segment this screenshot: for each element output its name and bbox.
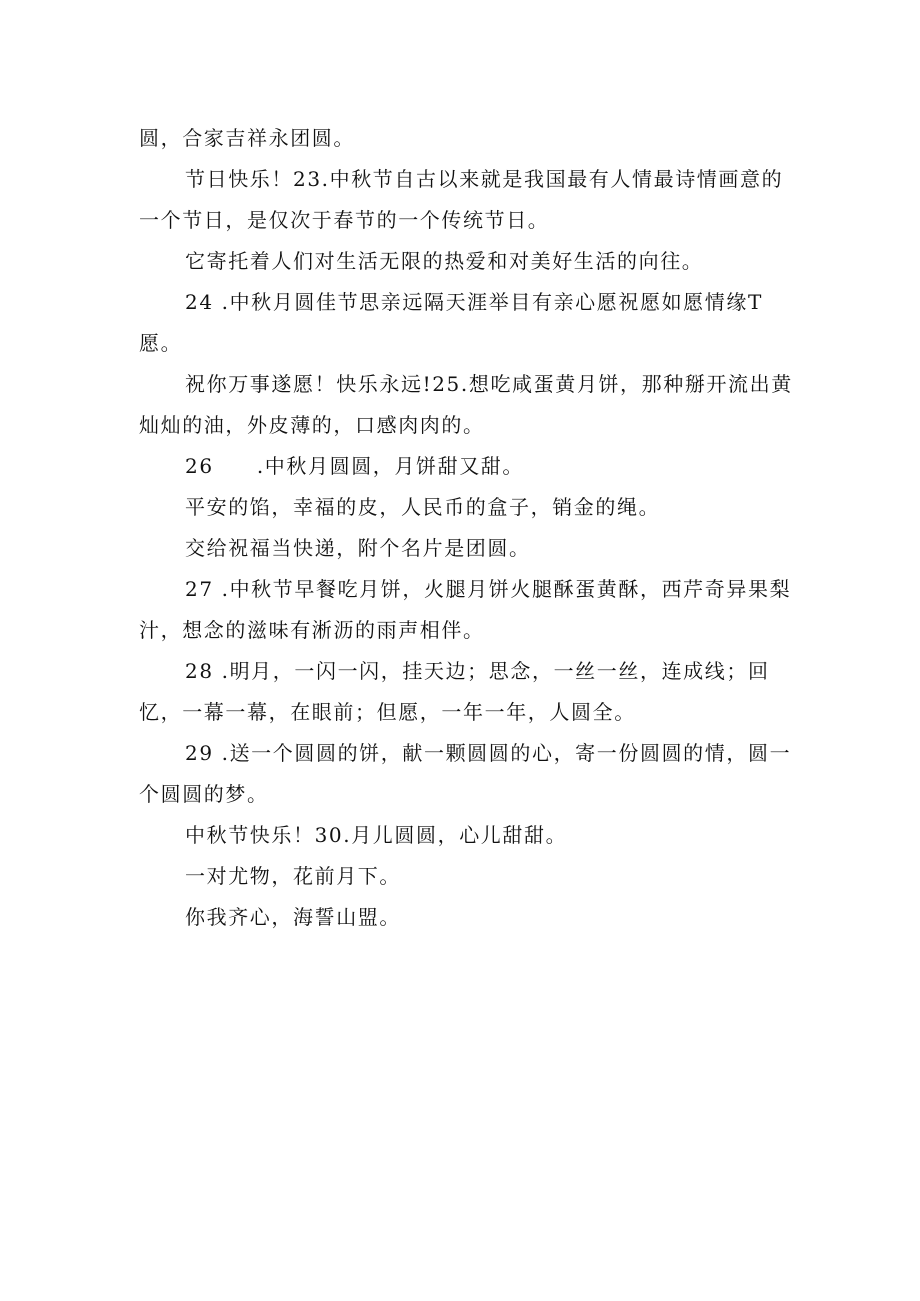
document-body (139, 118, 799, 938)
paragraph-6: 26 .中秋月圆圆，月饼甜又甜。 (185, 454, 525, 478)
paragraph-8: 交给祝福当快递，附个名片是团圆。 (185, 536, 531, 560)
paragraph-10: 28 .明月，一闪一闪，挂天边；思念，一丝一丝，连成线；回忆，一幕一幕，在眼前；但愿，一年一年，人圆全。 (139, 659, 770, 724)
paragraph-2: 节日快乐！23.中秋节自古以来就是我国最有人情最诗情画意的一个节日，是仅次于春节的一个传统节日。 (139, 167, 784, 232)
paragraph-7: 平安的馅，幸福的皮，人民币的盒子，销金的绳。 (185, 495, 661, 519)
paragraph-9: 27 .中秋节早餐吃月饼，火腿月饼火腿酥蛋黄酥，西芹奇异果梨汁，想念的滋味有淅沥的雨声相伴。 (139, 577, 792, 642)
paragraph-12: 中秋节快乐！30.月儿圆圆，心儿甜甜。 (185, 823, 568, 847)
paragraph-5: 祝你万事遂愿！快乐永远!25.想吃咸蛋黄月饼，那种掰开流出黄灿灿的油，外皮薄的，口感肉肉的。 (139, 372, 793, 437)
paragraph-3: 它寄托着人们对生活无限的热爱和对美好生活的向往。 (185, 249, 704, 273)
paragraph-14: 你我齐心，海誓山盟。 (185, 905, 401, 929)
paragraph-13: 一对尤物，花前月下。 (185, 864, 401, 888)
paragraph-4: 24 .中秋月圆佳节思亲远隔天涯举目有亲心愿祝愿如愿情缘T愿。 (139, 290, 763, 355)
paragraph-11: 29 .送一个圆圆的饼，献一颗圆圆的心，寄一份圆圆的情，圆一个圆圆的梦。 (139, 741, 792, 806)
paragraph-1: 圆，合家吉祥永团圆。 (139, 126, 355, 150)
